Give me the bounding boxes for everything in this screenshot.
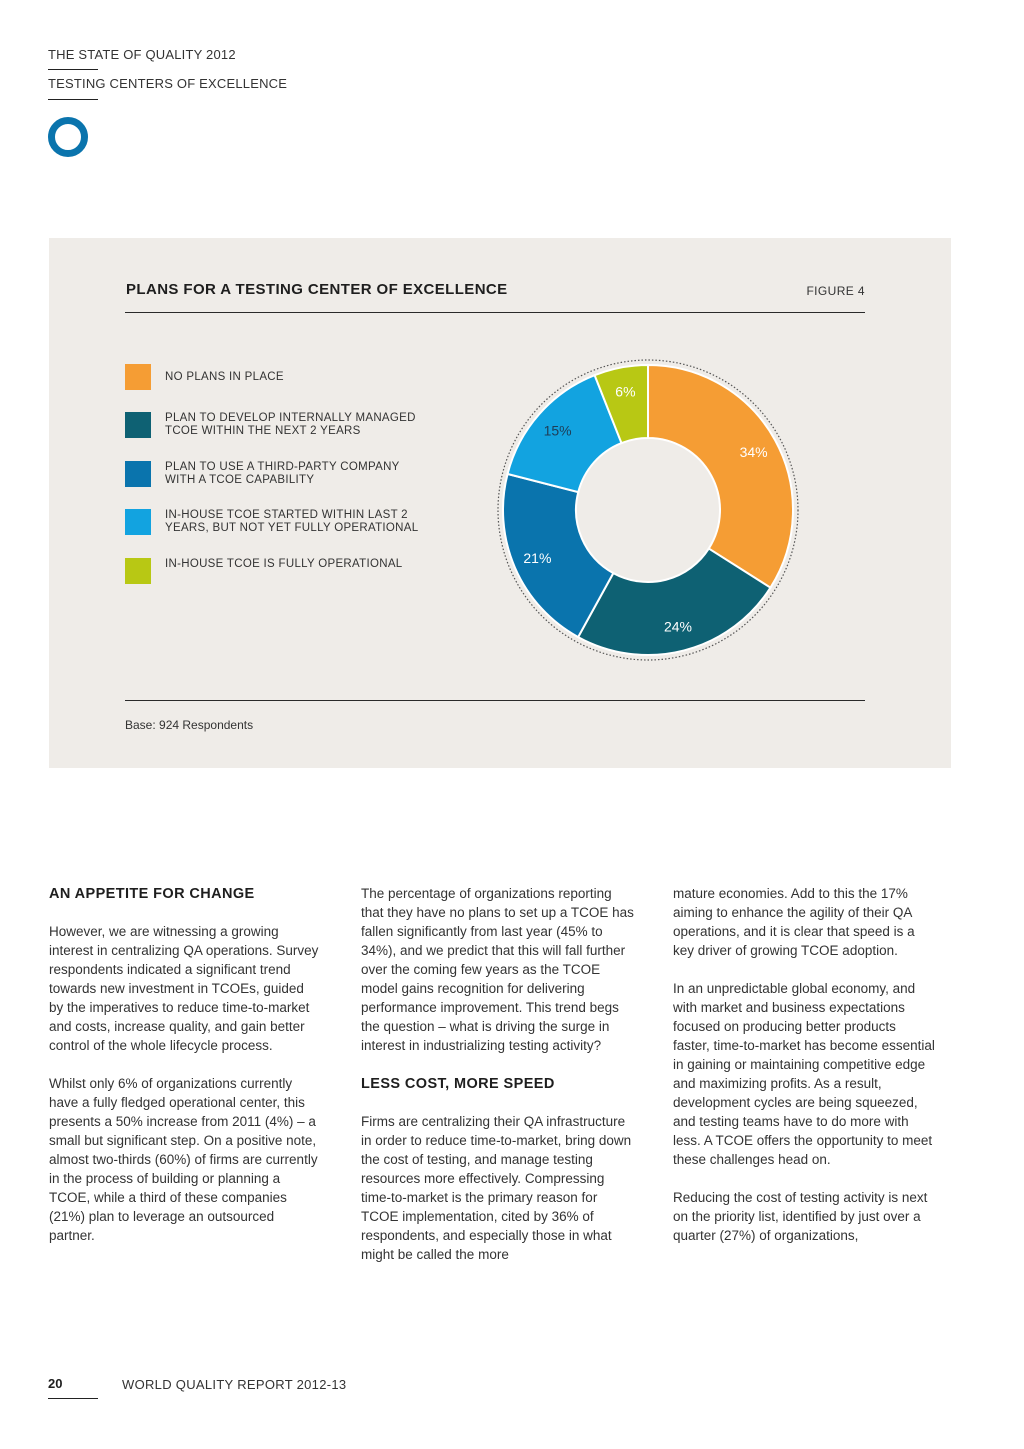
legend-label: PLAN TO USE A THIRD-PARTY COMPANY WITH A TCOE CAPABILITY [165,461,400,486]
figure-panel [49,238,951,768]
legend-swatch [125,558,151,584]
legend-label: NO PLANS IN PLACE [165,371,284,383]
paragraph: In an unpredictable global economy, and with market and business expectations focused on producing better products faster, time-to-market has become essential in gaining or maintaining competitive edge and maximizing profits. As a result, development cycles are being squeezed, and testing teams have to do more with less. A TCOE offers the opportunity to meet these challenges head on. [673,981,935,1167]
footer-rule [48,1398,98,1399]
paragraph: The percentage of organizations reporting that they have no plans to set up a TCOE has fallen significantly from last year (45% to 34%), and we predict that this will fall further over the coming few years as the TCOE model gains recognition for delivering performance improvement. This trend begs the question – what is driving the surge in interest in industrializing testing activity? [361,886,634,1053]
figure-base-note: Base: 924 Respondents [125,718,254,732]
body-column-2 [361,884,637,1283]
paragraph: mature economies. Add to this the 17% aiming to enhance the agility of their QA operations, and it is clear that speed is a key driver of growing TCOE adoption. [673,886,915,958]
paragraph: Reducing the cost of testing activity is next on the priority list, identified by just over a quarter (27%) of organizations, [673,1190,928,1243]
figure-top-rule [125,312,865,313]
header-rule-2 [48,99,98,100]
paragraph: Whilst only 6% of organizations currently have a fully fledged operational center, this presents a 50% increase from 2011 (4%) – a small but significant step. On a positive note, almost two-thirds (60%) of firms are currently in the process of building or planning a TCOE, while a third of these companies (21%) plan to leverage an outsourced partner. [49,1076,318,1243]
legend-swatch [125,509,151,535]
figure-number: FIGURE 4 [806,284,865,298]
legend-swatch [125,364,151,390]
legend-label: IN-HOUSE TCOE STARTED WITHIN LAST 2 YEARS, BUT NOT YET FULLY OPERATIONAL [165,509,419,534]
donut-slices [503,365,793,655]
legend-label: PLAN TO DEVELOP INTERNALLY MANAGED TCOE WITHIN THE NEXT 2 YEARS [165,412,416,437]
section-heading: AN APPETITE FOR CHANGE [49,886,255,902]
figure-title: PLANS FOR A TESTING CENTER OF EXCELLENCE [126,281,508,298]
ring-logo-icon [48,117,88,157]
report-line: THE STATE OF QUALITY 2012 [48,47,236,62]
slice-data-label: 24% [663,618,692,635]
legend-swatch [125,412,151,438]
donut-chart [496,358,800,662]
section-heading: LESS COST, MORE SPEED [361,1076,555,1092]
slice-data-label: 21% [523,549,552,566]
slice-data-label: 34% [739,443,768,460]
header-rule-1 [48,69,98,70]
slice-data-label: 15% [543,422,572,439]
paragraph: However, we are witnessing a growing interest in centralizing QA operations. Survey respondents indicated a significant trend towards new investment in TCOEs, guided by the imperatives to reduce time-to-market and costs, increase quality, and gain better control of the whole lifecycle process. [49,924,319,1053]
page-number: 20 [48,1376,63,1391]
paragraph: Firms are centralizing their QA infrastructure in order to reduce time-to-market, bring down the cost of testing, and manage testing resources more effectively. Compressing time-to-market is the primary reason for TCOE implementation, cited by 36% of respondents, and especially those in what might be called the more [361,1114,632,1262]
body-column-1 [49,884,321,1264]
legend-swatch [125,461,151,487]
section-line: TESTING CENTERS OF EXCELLENCE [48,76,288,91]
body-column-3 [673,884,935,1264]
figure-bottom-rule [125,700,865,701]
legend-label: IN-HOUSE TCOE IS FULLY OPERATIONAL [165,558,403,570]
footer-report-title: WORLD QUALITY REPORT 2012-13 [122,1377,347,1392]
donut-slice [648,365,793,588]
slice-data-label: 6% [615,383,636,400]
